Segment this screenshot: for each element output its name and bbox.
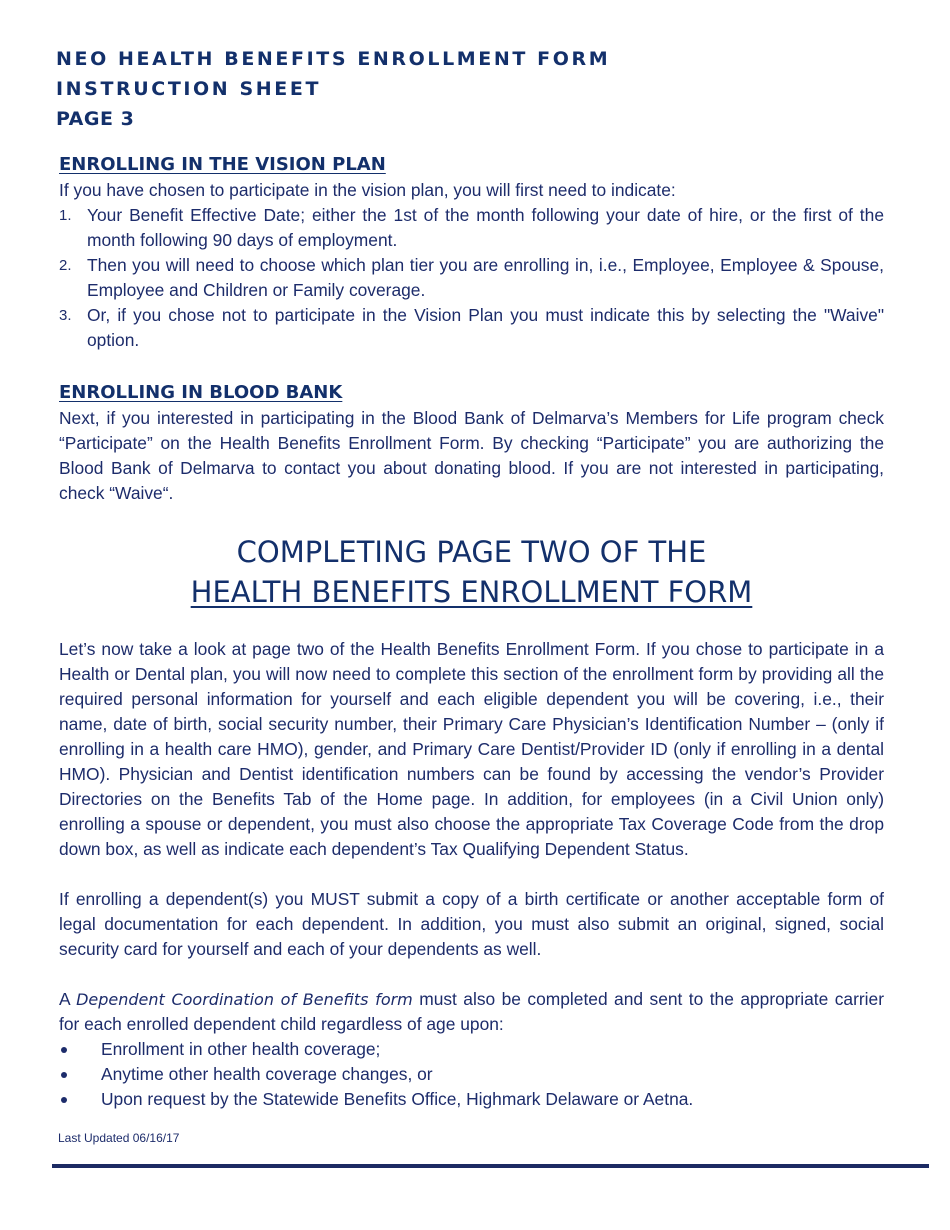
step-number: 3. xyxy=(59,307,72,324)
page-two-section xyxy=(59,532,884,1112)
blood-bank-heading: ENROLLING IN BLOOD BANK xyxy=(59,382,343,403)
list-item xyxy=(59,1087,884,1112)
coordination-triggers-list xyxy=(59,1037,884,1112)
form-title: NEO HEALTH BENEFITS ENROLLMENT FORM xyxy=(56,48,611,70)
blood-bank-section xyxy=(59,380,884,506)
vision-plan-steps xyxy=(59,203,884,353)
last-updated-date: Last Updated 06/16/17 xyxy=(58,1131,180,1145)
footer-divider xyxy=(52,1164,929,1168)
page-number: PAGE 3 xyxy=(56,108,135,130)
page-two-paragraph-2: If enrolling a dependent(s) you MUST submit a copy of a birth certificate or another acceptable form of legal documentation for each dependent. In addition, you must also submit an original, signed, social security card for yourself and each of your dependents as well. xyxy=(59,889,884,959)
list-item xyxy=(59,1037,884,1062)
page-two-heading xyxy=(59,532,884,612)
para3-suffix: must also be completed and sent to the appropriate carrier for each enrolled dependent child regardless of age upon: xyxy=(59,989,884,1034)
vision-plan-heading: ENROLLING IN THE VISION PLAN xyxy=(59,154,386,175)
bullet-icon xyxy=(61,1097,67,1103)
step-number: 1. xyxy=(59,207,72,224)
document-body xyxy=(59,152,884,1112)
page-two-paragraph-1: Let’s now take a look at page two of the Health Benefits Enrollment Form. If you chose to participate in a Health or Dental plan, you will now need to complete this section of the enrollment form by providing all the required personal information for yourself and each eligible dependent you will be covering, i.e., their name, date of birth, social security number, their Primary Care Physician’s Identification Number – (only if enrolling in a health care HMO), gender, and Primary Care Dentist/Provider ID (only if enrolling in a dental HMO). Physician and Dentist identification numbers can be found by accessing the vendor’s Provider Directories on the Benefits Tab of the Home page. In addition, for employees (in a Civil Union only) enrolling a spouse or dependent, you must also choose the appropriate Tax Coverage Code from the drop down box, as well as indicate each dependent’s Tax Qualifying Dependent Status. xyxy=(59,639,884,859)
blood-bank-body: Next, if you interested in participating in the Blood Bank of Delmarva’s Members for Life program check “Participate” on the Health Benefits Enrollment Form. By checking “Participate” you are authorizing the Blood Bank of Delmarva to contact you about donating blood. If you are not interested in participating, check “Waive“. xyxy=(59,408,884,503)
list-item xyxy=(59,203,884,253)
coordination-form-name: Dependent Coordination of Benefits form xyxy=(76,990,413,1009)
step-text: Then you will need to choose which plan tier you are enrolling in, i.e., Employee, Employee & Spouse, Employee and Children or Family coverage. xyxy=(87,255,884,300)
bullet-text: Anytime other health coverage changes, or xyxy=(101,1064,433,1084)
para3-prefix: A xyxy=(59,989,77,1009)
step-text: Your Benefit Effective Date; either the 1st of the month following your date of hire, or the first of the month following 90 days of employment. xyxy=(87,205,884,250)
vision-plan-section xyxy=(59,152,884,353)
bullet-icon xyxy=(61,1047,67,1053)
bullet-text: Upon request by the Statewide Benefits Office, Highmark Delaware or Aetna. xyxy=(101,1089,694,1109)
step-number: 2. xyxy=(59,257,72,274)
page-two-heading-line2: HEALTH BENEFITS ENROLLMENT FORM xyxy=(190,575,753,609)
vision-plan-intro: If you have chosen to participate in the vision plan, you will first need to indicate: xyxy=(59,180,676,200)
list-item xyxy=(59,1062,884,1087)
page-two-paragraph-3 xyxy=(59,987,884,1037)
list-item xyxy=(59,303,884,353)
bullet-text: Enrollment in other health coverage; xyxy=(101,1039,381,1059)
step-text: Or, if you chose not to participate in the Vision Plan you must indicate this by selecting the "Waive" option. xyxy=(87,305,884,350)
form-subtitle: INSTRUCTION SHEET xyxy=(56,78,322,100)
bullet-icon xyxy=(61,1072,67,1078)
list-item xyxy=(59,253,884,303)
page-two-heading-line1: COMPLETING PAGE TWO OF THE xyxy=(236,535,707,569)
